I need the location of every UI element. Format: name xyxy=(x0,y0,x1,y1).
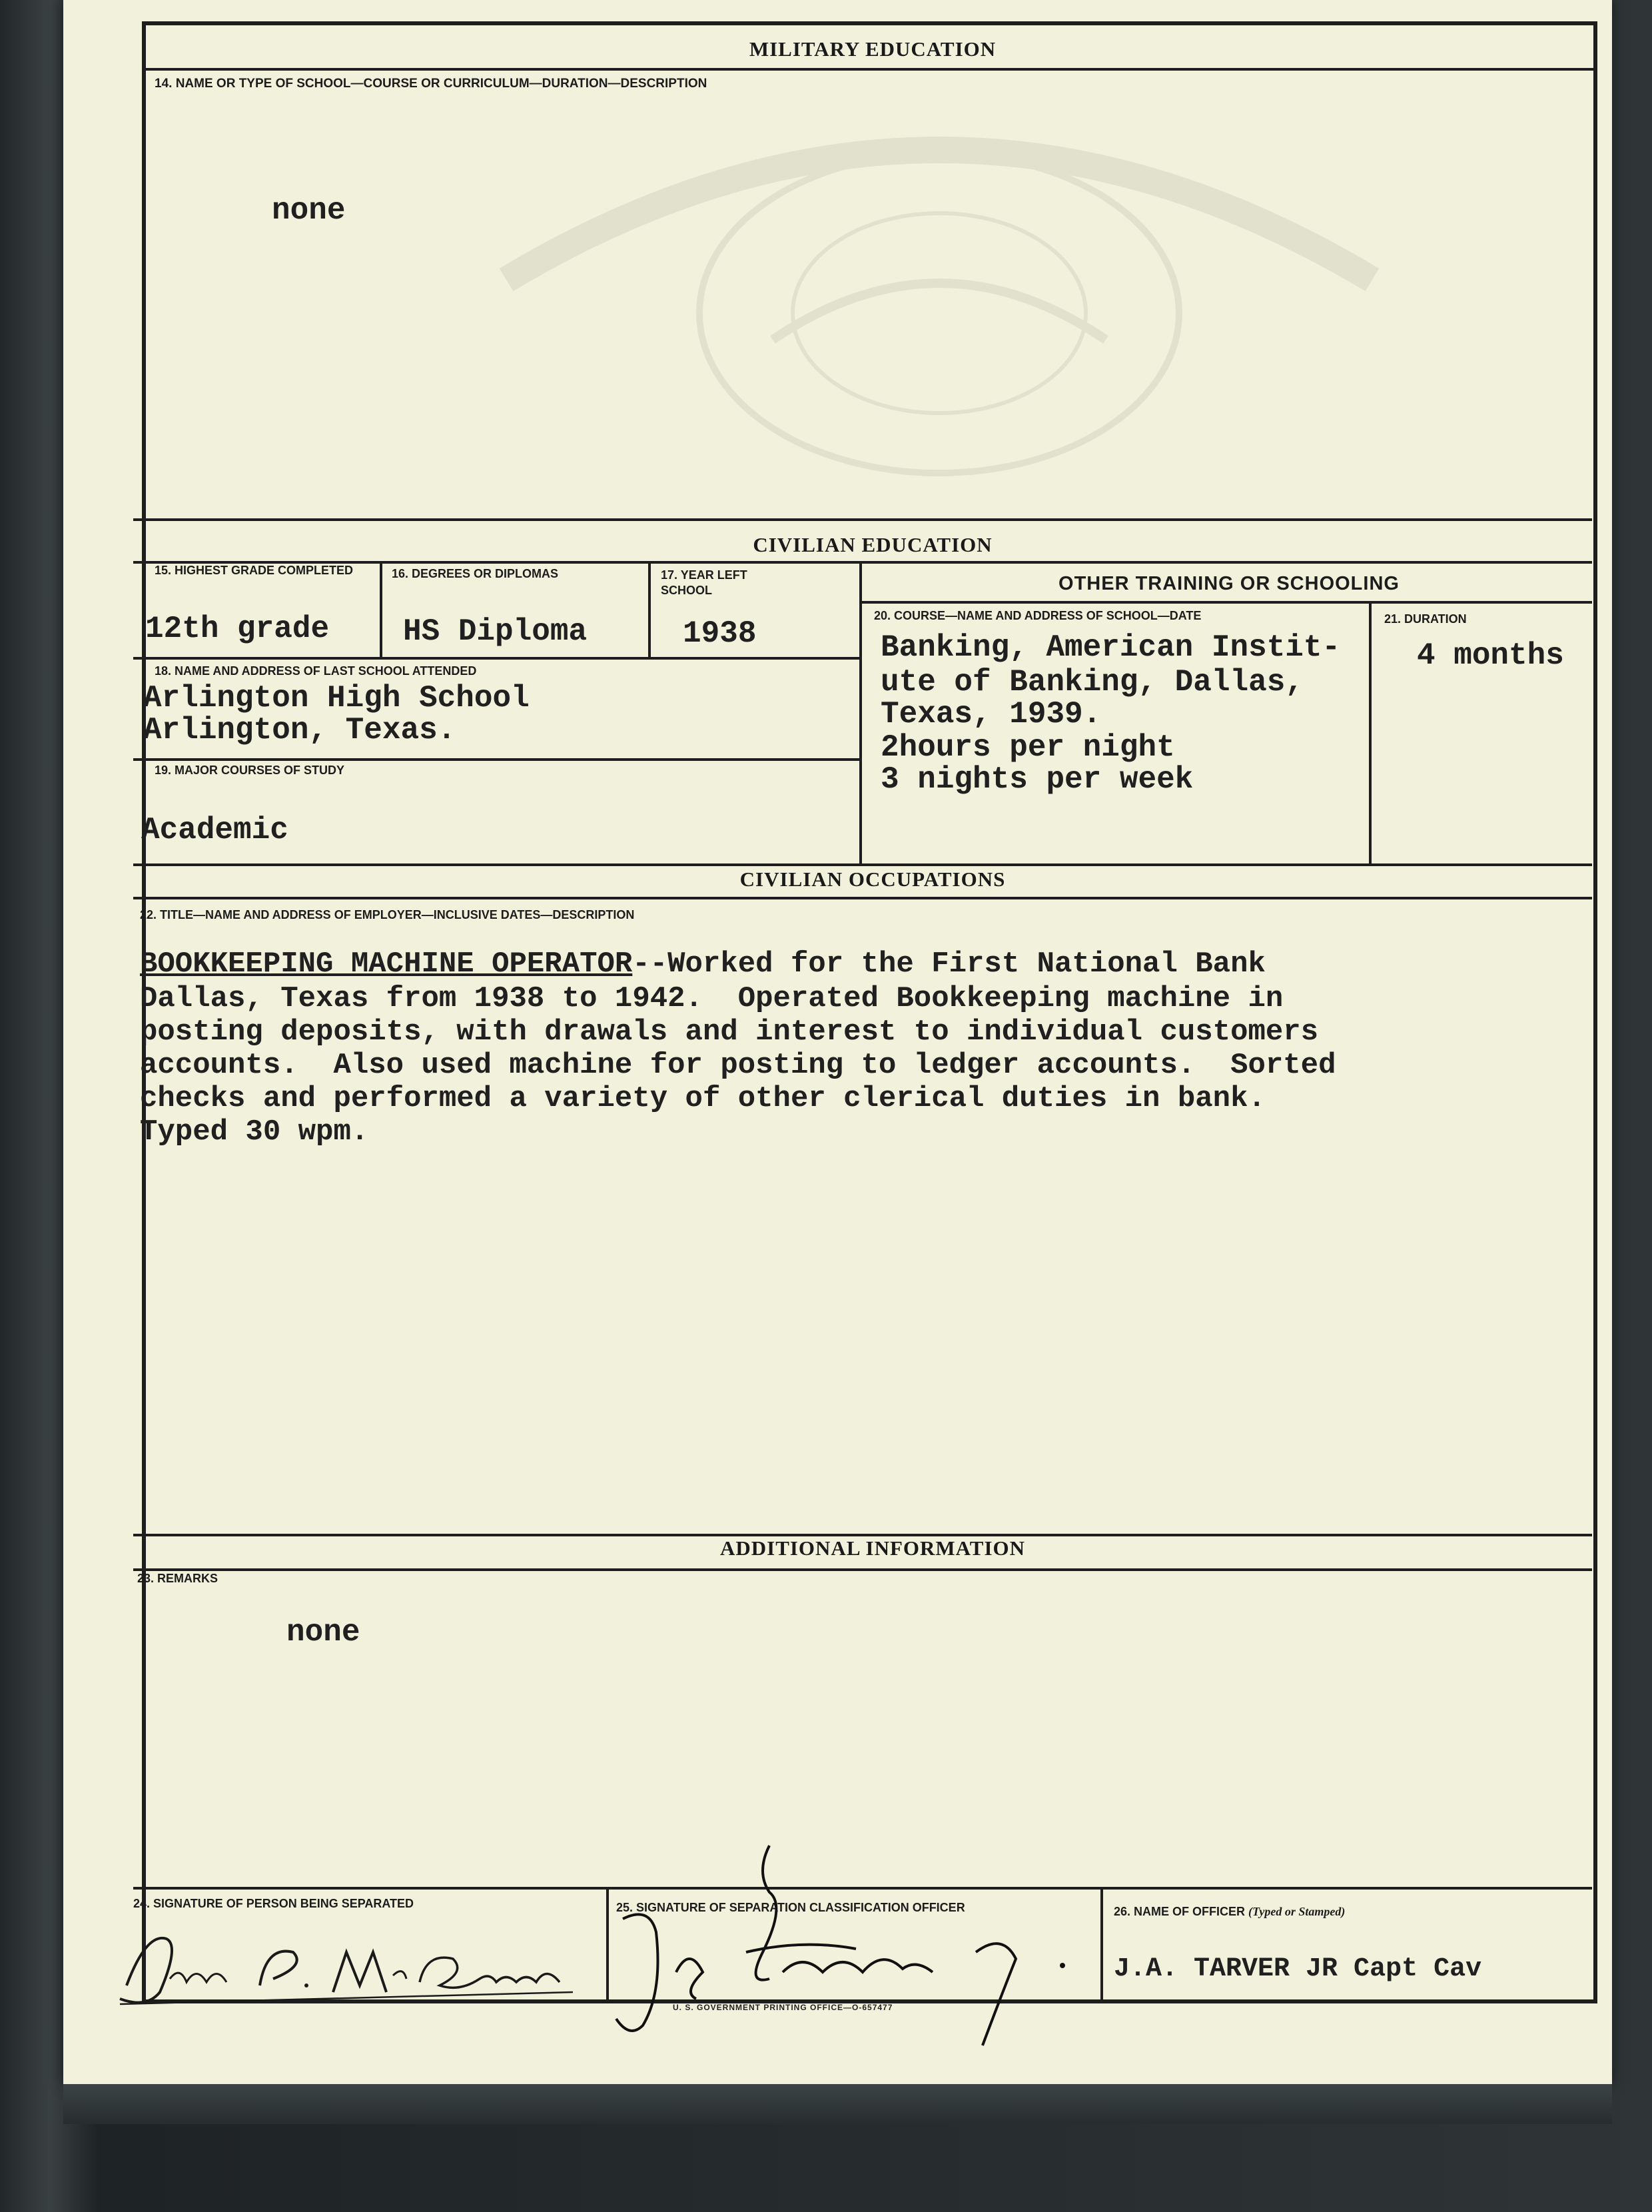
field-14-label: 14. NAME OR TYPE OF SCHOOL—COURSE OR CURRICULUM—DURATION—DESCRIPTION xyxy=(155,77,707,91)
field-17-label: 17. YEAR LEFT SCHOOL xyxy=(661,568,747,597)
occupation-line-1 xyxy=(140,947,1266,981)
field-26-label-text: 26. NAME OF OFFICER xyxy=(1114,1905,1246,1918)
divider xyxy=(380,561,382,658)
field-25-label: 25. SIGNATURE OF SEPARATION CLASSIFICATION OFFICER xyxy=(616,1901,965,1914)
occupation-text: --Worked for the First National Bank xyxy=(632,947,1266,981)
divider xyxy=(133,518,1592,521)
field-23-value: none xyxy=(286,1615,360,1650)
military-education-title: MILITARY EDUCATION xyxy=(749,37,997,61)
field-26-value: J.A. TARVER JR Capt Cav xyxy=(1114,1954,1482,1984)
field-26-label xyxy=(1114,1904,1345,1920)
field-26-label-note: (Typed or Stamped) xyxy=(1248,1905,1346,1918)
field-21-value: 4 months xyxy=(1417,638,1564,673)
divider xyxy=(146,68,1593,71)
field-20-value-line: Banking, American Instit- xyxy=(881,630,1341,665)
occupation-line: Typed 30 wpm. xyxy=(140,1115,369,1149)
divider xyxy=(133,758,861,761)
field-15-value: 12th grade xyxy=(145,612,330,646)
signature-25-image xyxy=(603,1832,1109,2052)
field-21-label: 21. DURATION xyxy=(1384,612,1467,626)
occupation-line: Dallas, Texas from 1938 to 1942. Operated Bookkeeping machine in xyxy=(140,982,1284,1015)
occupation-line: checks and performed a variety of other clerical duties in bank. xyxy=(140,1082,1266,1115)
field-19-value: Academic xyxy=(141,813,288,847)
divider xyxy=(648,561,651,658)
field-17-value: 1938 xyxy=(683,616,757,651)
signature-24-image xyxy=(107,1919,586,2012)
field-18-label: 18. NAME AND ADDRESS OF LAST SCHOOL ATTENDED xyxy=(155,664,477,678)
occupation-line: accounts. Also used machine for posting to ledger accounts. Sorted xyxy=(140,1049,1336,1082)
occupation-line: posting deposits, with drawals and interest to individual customers xyxy=(140,1015,1319,1049)
field-20-value-line: 3 nights per week xyxy=(881,762,1194,797)
field-16-value: HS Diploma xyxy=(403,614,588,649)
field-22-label: 22. TITLE—NAME AND ADDRESS OF EMPLOYER—INCLUSIVE DATES—DESCRIPTION xyxy=(140,908,635,921)
civilian-education-title: CIVILIAN EDUCATION xyxy=(753,533,993,556)
divider xyxy=(133,1568,1592,1571)
job-title: BOOKKEEPING MACHINE OPERATOR xyxy=(140,947,633,981)
field-14-value: none xyxy=(272,193,346,228)
other-training-title: OTHER TRAINING OR SCHOOLING xyxy=(1058,573,1400,594)
divider xyxy=(133,657,861,660)
field-24-label: 24. SIGNATURE OF PERSON BEING SEPARATED xyxy=(133,1897,414,1910)
divider xyxy=(133,897,1592,899)
field-20-value-line: Texas, 1939. xyxy=(881,697,1102,732)
divider xyxy=(859,601,1592,604)
field-20-label: 20. COURSE—NAME AND ADDRESS OF SCHOOL—DATE xyxy=(874,609,1202,622)
field-18-value-line: Arlington, Texas. xyxy=(143,713,456,748)
field-18-value-line: Arlington High School xyxy=(143,681,530,716)
additional-information-title: ADDITIONAL INFORMATION xyxy=(719,1536,1026,1560)
field-20-value-line: 2hours per night xyxy=(881,730,1175,765)
field-23-label: 23. REMARKS xyxy=(137,1572,218,1585)
field-15-label: 15. HIGHEST GRADE COMPLETED xyxy=(155,564,354,577)
divider xyxy=(133,863,1592,866)
divider xyxy=(1369,603,1372,866)
field-16-label: 16. DEGREES OR DIPLOMAS xyxy=(392,567,559,580)
divider xyxy=(859,561,862,866)
field-19-label: 19. MAJOR COURSES OF STUDY xyxy=(155,764,345,777)
civilian-occupations-title: CIVILIAN OCCUPATIONS xyxy=(739,867,1006,891)
printer-imprint: U. S. GOVERNMENT PRINTING OFFICE—O-657477 xyxy=(673,2003,893,2012)
field-20-value-line: ute of Banking, Dallas, xyxy=(881,665,1304,700)
backing-strip xyxy=(63,2084,1612,2124)
